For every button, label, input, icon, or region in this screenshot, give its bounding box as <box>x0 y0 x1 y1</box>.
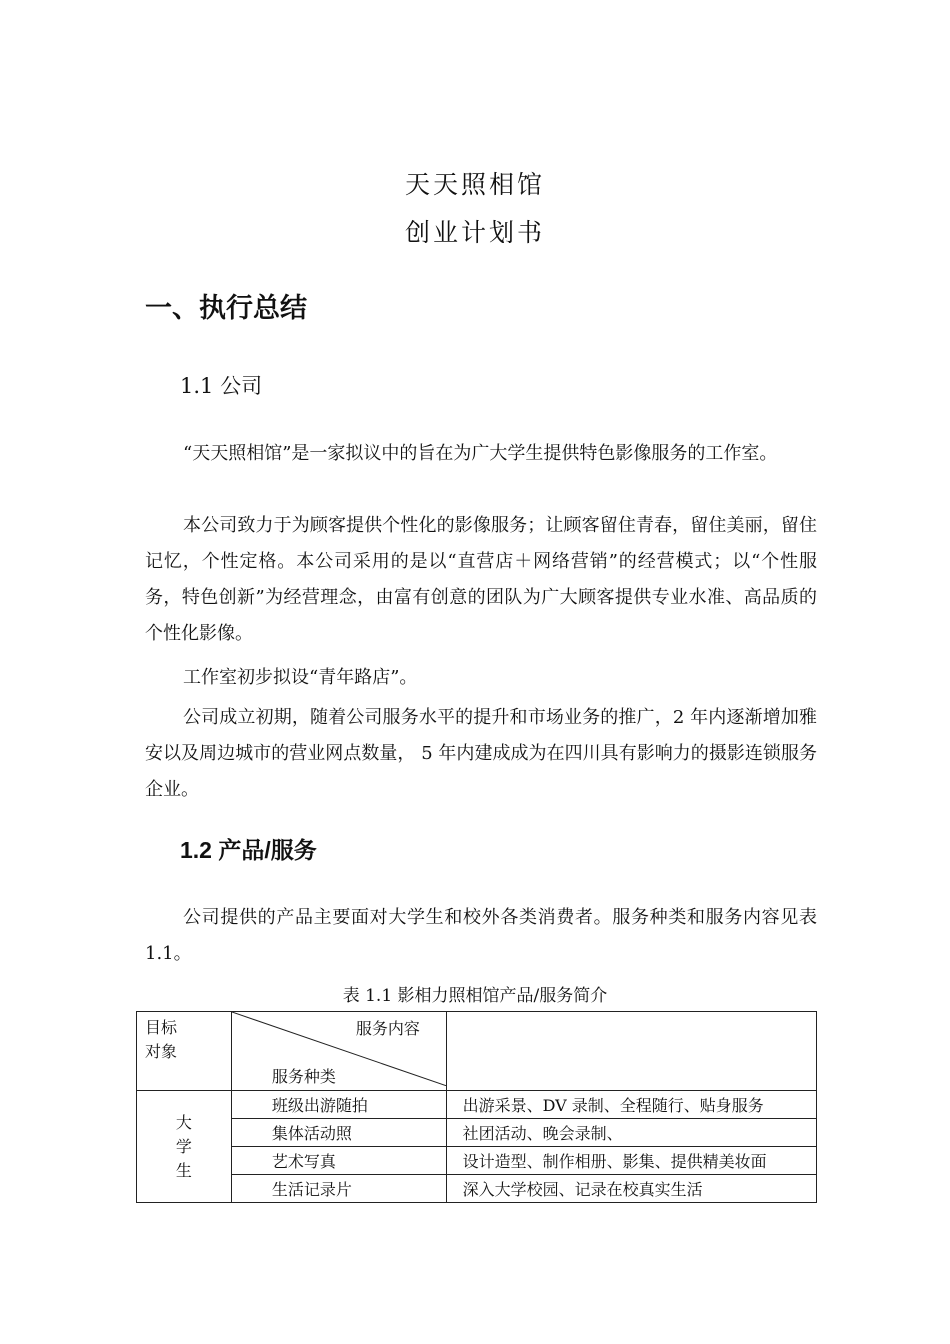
service-content-cell: 出游采景、DV 录制、全程随行、贴身服务 <box>446 1091 816 1119</box>
header-target-line2: 对象 <box>145 1042 178 1061</box>
paragraph-intro: “天天照相馆”是一家拟议中的旨在为广大学生提供特色影像服务的工作室。 <box>183 443 778 464</box>
group-cell-college-students <box>137 1091 232 1203</box>
header-empty-cell <box>446 1012 816 1091</box>
service-type-cell: 生活记录片 <box>231 1175 446 1203</box>
service-content-cell: 社团活动、晚会录制、 <box>446 1119 816 1147</box>
header-service-type: 服务种类 <box>271 1067 336 1086</box>
service-content-cell: 深入大学校园、记录在校真实生活 <box>446 1175 816 1203</box>
group-label-char: 生 <box>175 1160 192 1180</box>
header-target-cell <box>137 1012 232 1091</box>
doc-title: 天天照相馆 <box>404 170 545 199</box>
service-type-cell: 艺术写真 <box>231 1147 446 1175</box>
table-row <box>137 1091 817 1119</box>
table-row <box>137 1147 817 1175</box>
services-table <box>136 1011 817 1203</box>
table-header-row <box>137 1012 817 1091</box>
group-label-char: 大 <box>175 1112 192 1132</box>
header-diagonal-cell <box>231 1012 446 1091</box>
doc-subtitle: 创业计划书 <box>404 218 545 247</box>
paragraph-location: 工作室初步拟设“青年路店”。 <box>183 667 418 688</box>
paragraph-growth: 公司成立初期，随着公司服务水平的提升和市场业务的推广，2 年内逐渐增加雅安以及周边城市的营业网点数量， 5 年内建成成为在四川具有影响力的摄影连锁服务企业。 <box>145 707 817 800</box>
service-type-cell: 班级出游随拍 <box>231 1091 446 1119</box>
subsection-heading-company: 1.1 公司 <box>180 374 263 398</box>
header-target-line1: 目标 <box>145 1018 178 1037</box>
service-content-cell: 设计造型、制作相册、影集、提供精美妆面 <box>446 1147 816 1175</box>
service-type-cell: 集体活动照 <box>231 1119 446 1147</box>
header-service-content: 服务内容 <box>355 1019 420 1038</box>
group-label-char: 学 <box>175 1136 192 1156</box>
table-row <box>137 1119 817 1147</box>
paragraph-mission: 本公司致力于为顾客提供个性化的影像服务；让顾客留住青春，留住美丽，留住记忆，个性定格。本公司采用的是以“直营店＋网络营销”的经营模式；以“个性服务，特色创新”为经营理念，由富有创意的团队为广大顾客提供专业水准、高品质的个性化影像。 <box>145 515 817 644</box>
paragraph-products: 公司提供的产品主要面对大学生和校外各类消费者。服务种类和服务内容见表 1.1。 <box>145 907 817 964</box>
table-caption: 表 1.1 影相力照相馆产品/服务简介 <box>342 986 608 1006</box>
table-row <box>137 1175 817 1203</box>
section-heading-executive-summary: 一、执行总结 <box>145 293 307 324</box>
subsection-heading-products: 1.2 产品/服务 <box>180 837 317 863</box>
